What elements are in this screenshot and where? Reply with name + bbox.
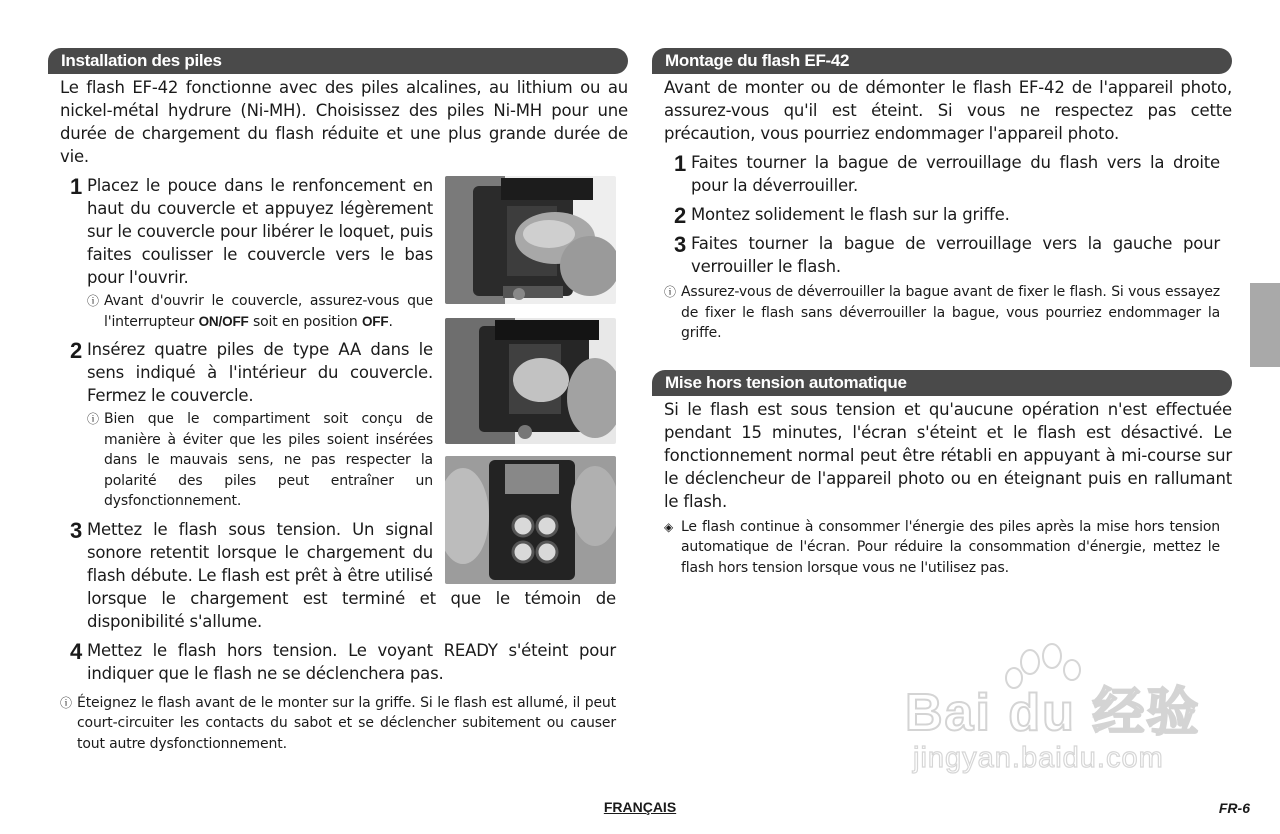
note-text-mid: soit en position [248,313,362,330]
caution-icon: ⓘ [87,412,99,426]
footer-page-number: FR-6 [1218,800,1250,816]
watermark-brand: Bai du 经验 [905,684,1201,742]
note-text: Éteignez le flash avant de le monter sur la griffe. Si le flash est allumé, il peut court-circuiter les contacts du sabot et se déclencher subitement ou causer tout autre dysfonctionnement. [77,694,616,752]
step-text-part-b: lorsque le chargement est terminé et que le témoin de disponibilité s'allume. [87,588,616,631]
step-number: 2 [70,338,83,363]
battery-step-4 [48,639,628,685]
step-text: Faites tourner la bague de verrouillage du flash vers la droite pour la déverrouiller. [691,153,1220,195]
step-number: 1 [674,151,687,176]
mount-step-3 [652,232,1232,278]
batteries-intro: Le flash EF-42 fonctionne avec des piles alcalines, au lithium ou au nickel-métal hydrure (Ni-MH). Choisissez des piles Ni-MH pour une durée de chargement du flash réduite et une plus grande durée de vie. [60,78,628,166]
step-number: 3 [674,232,687,257]
caution-icon: ⓘ [87,294,99,308]
step-text: Mettez le flash hors tension. Le voyant READY s'éteint pour indiquer que le flash ne se déclenchera pas. [87,640,616,683]
step-number: 2 [674,203,687,228]
mount-step-1 [652,151,1232,197]
auto-off-tip [664,517,1220,579]
watermark-url: jingyan.baidu.com [913,742,1164,774]
section-header-auto-off: Mise hors tension automatique [652,370,1232,396]
step-text: Placez le pouce dans le renfoncement en haut du couvercle et appuyez légèrement sur le couvercle pour libérer le loquet, puis faites coulisser le couvercle vers le bas pour l'ouvrir. [87,176,433,287]
tip-icon: ◈ [664,519,674,534]
auto-off-text: Si le flash est sous tension et qu'aucune opération n'est effectuée pendant 15 minutes, l'écran s'éteint et le flash est désactivé. Le fonctionnement normal peut être rétabli en appuyant à mi-course sur le déclencheur de l'appareil photo ou en éteignant puis en rallumant le flash. [664,399,1232,511]
photo-batteries-inside [445,456,616,584]
note-text: Bien que le compartiment soit conçu de manière à éviter que les piles soient insérées dans le mauvais sens, ne pas respecter la polarité des piles peut entraîner un dysfonctionnement. [104,411,433,509]
mount-step-2 [652,203,1232,226]
note-text: Assurez-vous de déverrouiller la bague avant de fixer le flash. Si vous essayez de fixer le flash sans déverrouiller la bague, vous pourriez endommager la griffe. [681,284,1220,341]
step-number: 1 [70,174,83,199]
step-text: Insérez quatre piles de type AA dans le sens indiqué à l'intérieur du couvercle. Fermez le couvercle. [87,340,433,405]
photo-open-cover [445,176,616,304]
step-number: 3 [70,517,83,543]
photo-insert-batteries [445,318,616,444]
note-text: Avant d'ouvrir le couvercle, assurez-vous que l'interrupteur [104,293,433,330]
note-text: Le flash continue à consommer l'énergie des piles après la mise hors tension automatique de l'écran. Pour réduire la consommation d'énergie, mettez le flash hors tension lorsque vous ne l'utilisez pas. [681,518,1220,576]
section-header-mounting: Montage du flash EF-42 [652,48,1232,74]
step-text-part-a: Mettez le flash sous tension. Un signal sonore retentit lorsque le chargement du flash débute. Le flash est prêt à être utilisé [87,519,433,585]
off-label: OFF [361,313,389,329]
left-column [48,48,628,754]
step-text: Faites tourner la bague de verrouillage vers la gauche pour verrouiller le flash. [691,234,1220,276]
mount-warning-note [60,693,616,755]
footer-language: FRANÇAIS [603,799,677,815]
step-2-caution [87,409,433,512]
on-off-label: ON/OFF [198,313,249,329]
baidu-watermark [905,640,1205,790]
mount-caution [664,282,1220,344]
step-number: 4 [70,638,83,664]
mounting-intro: Avant de monter ou de démonter le flash EF-42 de l'appareil photo, assurez-vous qu'il est éteint. Si vous ne respectez pas cette précaution, vous pourriez endommager l'appareil photo. [664,78,1232,143]
step-1-caution [87,291,433,332]
caution-icon: ⓘ [60,695,72,710]
side-tab [1250,283,1280,367]
caution-icon: ⓘ [664,285,676,299]
right-column [652,48,1232,578]
step-text: Montez solidement le flash sur la griffe. [691,205,1010,224]
note-text-end: . [388,313,393,330]
section-header-batteries: Installation des piles [48,48,628,74]
